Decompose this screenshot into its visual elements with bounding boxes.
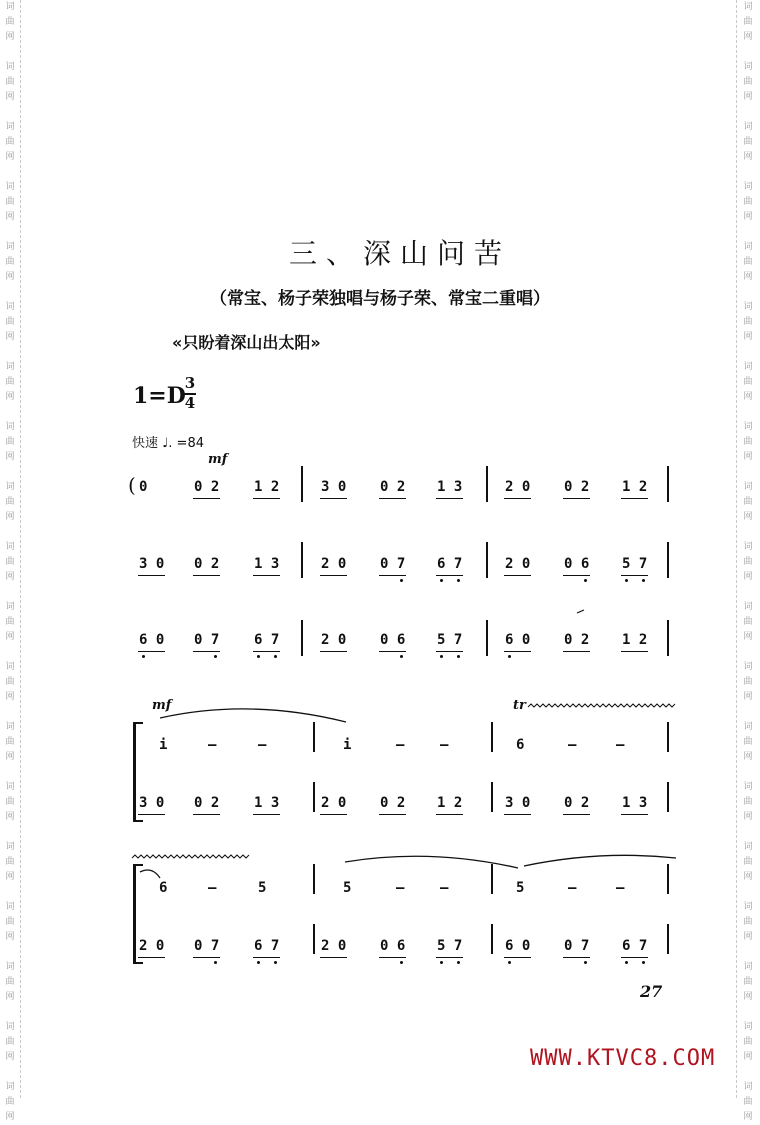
watermark-char: 网 [5,812,15,822]
note-system5-voice-6: – [440,880,449,896]
watermark-char: 词 [5,422,15,432]
note-system5-acc-8: 0 7 [564,938,590,954]
note-system3-8: 0 2 [564,632,590,648]
slur-1 [160,709,346,722]
key-signature: 1=D [133,383,186,409]
watermark-char: 曲 [5,857,15,867]
watermark-char: 网 [5,332,15,342]
watermark-char: 词 [743,1082,753,1092]
watermark-char: 网 [5,512,15,522]
note-system4-voice-6: – [440,737,449,753]
watermark-char: 网 [743,152,753,162]
intro-open-paren: ( [128,473,136,497]
note-system5-voice-2: – [208,880,217,896]
note-system1-6: 1 3 [437,479,463,495]
watermark-char: 曲 [5,1037,15,1047]
watermark-char: 词 [5,722,15,732]
note-system4-voice-5: – [396,737,405,753]
watermark-char: 词 [743,722,753,732]
note-system4-acc-7: 3 0 [505,795,531,811]
note-system1-9: 1 2 [622,479,648,495]
note-system3-9: 1 2 [622,632,648,648]
watermark-char: 词 [743,182,753,192]
watermark-char: 曲 [743,497,753,507]
watermark-char: 词 [5,542,15,552]
note-system1-5: 0 2 [380,479,406,495]
note-system5-acc-4: 2 0 [321,938,347,954]
watermark-char: 词 [5,662,15,672]
note-system3-6: 5 7 [437,632,463,648]
dynamic-mf-voice: mf [152,698,172,713]
watermark-char: 曲 [743,17,753,27]
note-system1-7: 2 0 [505,479,531,495]
note-system3-7: 6 0 [505,632,531,648]
watermark-char: 曲 [743,977,753,987]
note-system3-2: 0 7 [194,632,220,648]
site-watermark: WWW.KTVC8.COM [530,1046,716,1071]
watermark-char: 词 [743,2,753,12]
watermark-char: 曲 [743,557,753,567]
watermark-char: 曲 [5,497,15,507]
watermark-char: 曲 [743,437,753,447]
note-system4-voice-2: – [208,737,217,753]
watermark-char: 网 [5,272,15,282]
watermark-char: 网 [743,872,753,882]
trill-mark: tr [513,698,526,713]
note-system5-acc-2: 0 7 [194,938,220,954]
watermark-char: 曲 [5,617,15,627]
watermark-char: 词 [5,482,15,492]
watermark-char: 词 [743,902,753,912]
watermark-char: 网 [5,1052,15,1062]
note-system2-6: 6 7 [437,556,463,572]
slur-2 [345,856,518,868]
watermark-char: 曲 [743,377,753,387]
watermark-char: 词 [743,122,753,132]
slur-tail [140,870,160,878]
note-system3-1: 6 0 [139,632,165,648]
watermark-char: 曲 [743,617,753,627]
watermark-char: 词 [5,62,15,72]
watermark-char: 曲 [743,737,753,747]
tempo-label: 快速 [132,436,159,451]
watermark-char: 网 [5,92,15,102]
watermark-char: 曲 [743,257,753,267]
watermark-char: 词 [5,1082,15,1092]
watermark-char: 曲 [5,557,15,567]
note-system3-4: 2 0 [321,632,347,648]
note-system5-acc-7: 6 0 [505,938,531,954]
watermark-char: 曲 [5,677,15,687]
watermark-char: 网 [743,932,753,942]
watermark-char: 网 [5,872,15,882]
note-system4-voice-1: i [159,737,168,753]
note-system2-8: 0 6 [564,556,590,572]
watermark-char: 词 [743,542,753,552]
watermark-char: 词 [743,62,753,72]
note-system2-9: 5 7 [622,556,648,572]
watermark-char: 曲 [743,857,753,867]
watermark-char: 网 [743,452,753,462]
note-system2-3: 1 3 [254,556,280,572]
watermark-char: 网 [743,812,753,822]
watermark-char: 网 [5,1112,15,1122]
note-system4-voice-7: 6 [516,737,525,753]
watermark-char: 网 [743,752,753,762]
watermark-char: 网 [743,1112,753,1122]
watermark-char: 曲 [5,377,15,387]
note-system2-1: 3 0 [139,556,165,572]
note-system4-acc-6: 1 2 [437,795,463,811]
watermark-char: 曲 [5,917,15,927]
note-system5-acc-1: 2 0 [139,938,165,954]
note-system1-8: 0 2 [564,479,590,495]
watermark-char: 曲 [5,17,15,27]
note-system4-voice-4: i [343,737,352,753]
watermark-char: 曲 [743,797,753,807]
watermark-char: 词 [5,362,15,372]
watermark-char: 词 [743,422,753,432]
watermark-char: 网 [743,332,753,342]
watermark-char: 网 [5,392,15,402]
note-system4-acc-2: 0 2 [194,795,220,811]
note-system4-voice-9: – [616,737,625,753]
note-system4-acc-3: 1 3 [254,795,280,811]
section-title: 三、深山问苦 [288,237,511,270]
note-system1-3: 1 2 [254,479,280,495]
trill-line-2 [132,855,249,858]
watermark-char: 网 [5,632,15,642]
note-system5-voice-5: – [396,880,405,896]
watermark-char: 曲 [5,137,15,147]
watermark-char: 词 [5,602,15,612]
watermark-char: 词 [743,842,753,852]
watermark-char: 词 [5,302,15,312]
note-system2-4: 2 0 [321,556,347,572]
watermark-char: 网 [743,632,753,642]
watermark-char: 曲 [5,197,15,207]
note-system2-5: 0 7 [380,556,406,572]
watermark-char: 网 [743,272,753,282]
watermark-char: 网 [743,212,753,222]
watermark-char: 曲 [5,797,15,807]
watermark-char: 网 [743,92,753,102]
note-system4-voice-8: – [568,737,577,753]
note-system4-acc-9: 1 3 [622,795,648,811]
watermark-char: 曲 [5,1097,15,1107]
tempo-value: ♩. =84 [162,436,204,451]
watermark-char: 网 [5,692,15,702]
watermark-char: 词 [743,242,753,252]
note-system1-1: 0 [139,479,148,495]
note-system5-voice-9: – [616,880,625,896]
watermark-char: 网 [743,32,753,42]
trill-line-1 [528,704,675,707]
note-system5-voice-8: – [568,880,577,896]
watermark-char: 网 [743,512,753,522]
song-title: «只盼着深山出太阳» [172,333,321,352]
watermark-char: 曲 [5,437,15,447]
watermark-char: 网 [5,752,15,762]
watermark-char: 网 [743,992,753,1002]
time-signature-numerator: 3 [184,374,196,392]
note-system5-acc-5: 0 6 [380,938,406,954]
watermark-char: 词 [5,182,15,192]
watermark-char: 网 [5,212,15,222]
watermark-char: 曲 [743,1037,753,1047]
watermark-char: 词 [743,962,753,972]
dynamic-mf-intro: mf [208,452,228,467]
watermark-char: 网 [5,572,15,582]
note-system4-acc-4: 2 0 [321,795,347,811]
watermark-char: 词 [5,2,15,12]
watermark-char: 词 [743,362,753,372]
note-system4-acc-1: 3 0 [139,795,165,811]
note-system5-voice-1: 6 [159,880,168,896]
note-system5-acc-9: 6 7 [622,938,648,954]
slur-3 [524,855,676,866]
watermark-char: 曲 [743,137,753,147]
section-subtitle: （常宝、杨子荣独唱与杨子荣、常宝二重唱） [210,289,550,309]
watermark-char: 词 [743,782,753,792]
watermark-char: 词 [5,1022,15,1032]
note-system5-acc-6: 5 7 [437,938,463,954]
watermark-char: 网 [5,992,15,1002]
note-system5-voice-7: 5 [516,880,525,896]
note-system2-7: 2 0 [505,556,531,572]
watermark-char: 曲 [5,977,15,987]
note-system3-5: 0 6 [380,632,406,648]
watermark-char: 词 [5,902,15,912]
time-signature-denominator: 4 [184,394,196,412]
watermark-char: 词 [5,122,15,132]
note-system4-voice-3: – [258,737,267,753]
watermark-char: 曲 [743,917,753,927]
watermark-char: 网 [5,32,15,42]
watermark-char: 曲 [743,1097,753,1107]
watermark-char: 曲 [5,737,15,747]
note-system1-2: 0 2 [194,479,220,495]
watermark-char: 词 [743,662,753,672]
watermark-char: 曲 [5,257,15,267]
note-system4-acc-8: 0 2 [564,795,590,811]
note-system2-2: 0 2 [194,556,220,572]
watermark-char: 网 [743,572,753,582]
note-system5-voice-3: 5 [258,880,267,896]
watermark-char: 词 [5,962,15,972]
watermark-char: 曲 [743,77,753,87]
watermark-char: 词 [5,242,15,252]
watermark-char: 词 [743,302,753,312]
watermark-char: 曲 [5,77,15,87]
note-system1-4: 3 0 [321,479,347,495]
watermark-char: 词 [743,1022,753,1032]
watermark-char: 词 [5,842,15,852]
note-system5-acc-3: 6 7 [254,938,280,954]
watermark-char: 网 [5,932,15,942]
watermark-char: 网 [5,152,15,162]
stray-mark [577,610,584,613]
watermark-char: 曲 [743,197,753,207]
watermark-char: 曲 [743,317,753,327]
watermark-char: 网 [743,1052,753,1062]
note-system4-acc-5: 0 2 [380,795,406,811]
watermark-char: 词 [743,482,753,492]
watermark-char: 网 [5,452,15,462]
watermark-char: 网 [743,692,753,702]
watermark-char: 网 [743,392,753,402]
note-system5-voice-4: 5 [343,880,352,896]
watermark-char: 词 [5,782,15,792]
watermark-char: 曲 [743,677,753,687]
note-system3-3: 6 7 [254,632,280,648]
page-number: 27 [640,982,663,1001]
watermark-char: 词 [743,602,753,612]
watermark-char: 曲 [5,317,15,327]
